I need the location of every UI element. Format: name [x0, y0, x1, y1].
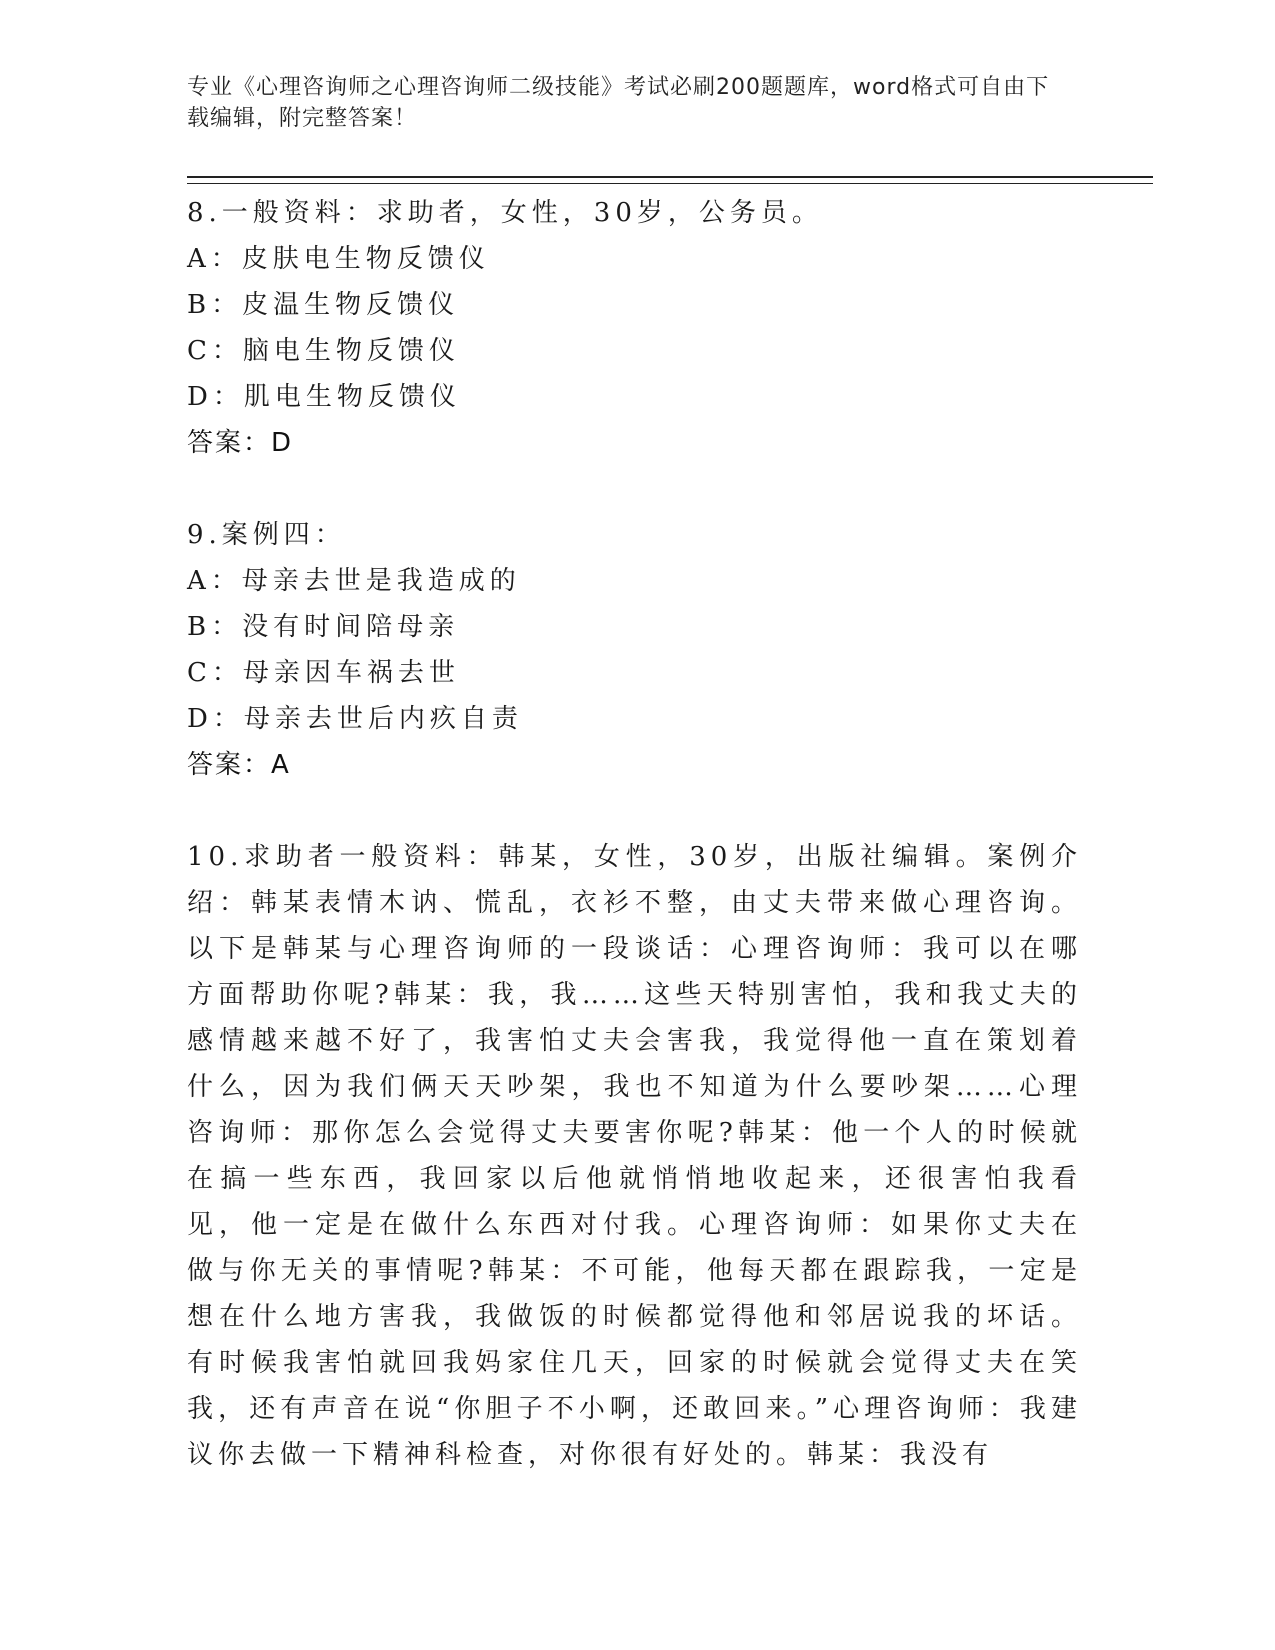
header-divider-thick — [187, 176, 1153, 178]
option-d: D：母亲去世后内疚自责 — [187, 704, 523, 734]
header-divider-thin — [187, 183, 1153, 184]
option-c: C：母亲因车祸去世 — [187, 658, 460, 688]
question-stem: 9.案例四： — [187, 520, 346, 550]
option-c: C：脑电生物反馈仪 — [187, 336, 460, 366]
question-stem: 10.求助者一般资料：韩某，女性，30岁，出版社编辑。案例介绍：韩某表情木讷、慌乱，衣衫不整，由丈夫带来做心理咨询。以下是韩某与心理咨询师的一段谈话：心理咨询师：我可以在哪方面帮助你呢?韩某：我，我……这些天特别害怕，我和我丈夫的感情越来越不好了，我害怕丈夫会害我，我觉得他一直在策划着什么，因为我们俩天天吵架，我也不知道为什么要吵架……心理咨询师：那你怎么会觉得丈夫要害你呢?韩某：他一个人的时候就在搞一些东西，我回家以后他就悄悄地收起来，还很害怕我看见，他一定是在做什么东西对付我。心理咨询师：如果你丈夫在做与你无关的事情呢?韩某：不可能，他每天都在跟踪我，一定是想在什么地方害我，我做饭的时候都觉得他和邻居说我的坏话。有时候我害怕就回我妈家住几天，回家的时候就会觉得丈夫在笑我，还有声音在说“你胆子不小啊，还敢回来。”心理咨询师：我建议你去做一下精神科检查，对你很有好处的。韩某：我没有 — [187, 842, 1082, 1470]
option-a: A：皮肤电生物反馈仪 — [187, 244, 490, 274]
question-list — [187, 190, 1087, 1478]
question-10 — [187, 834, 1087, 1478]
question-stem: 8.一般资料：求助者，女性，30岁，公务员。 — [187, 198, 823, 228]
spacer — [187, 466, 1087, 512]
option-a: A：母亲去世是我造成的 — [187, 566, 521, 596]
option-d: D：肌电生物反馈仪 — [187, 382, 461, 412]
question-8 — [187, 190, 1087, 466]
option-b: B：没有时间陪母亲 — [187, 612, 460, 642]
spacer — [187, 788, 1087, 834]
document-header: 专业《心理咨询师之心理咨询师二级技能》考试必刷200题题库，word格式可自由下载编辑，附完整答案！ — [187, 75, 1050, 131]
question-9 — [187, 512, 1087, 788]
answer-label: 答案：D — [187, 428, 294, 458]
option-b: B：皮温生物反馈仪 — [187, 290, 460, 320]
answer-label: 答案：A — [187, 750, 291, 780]
